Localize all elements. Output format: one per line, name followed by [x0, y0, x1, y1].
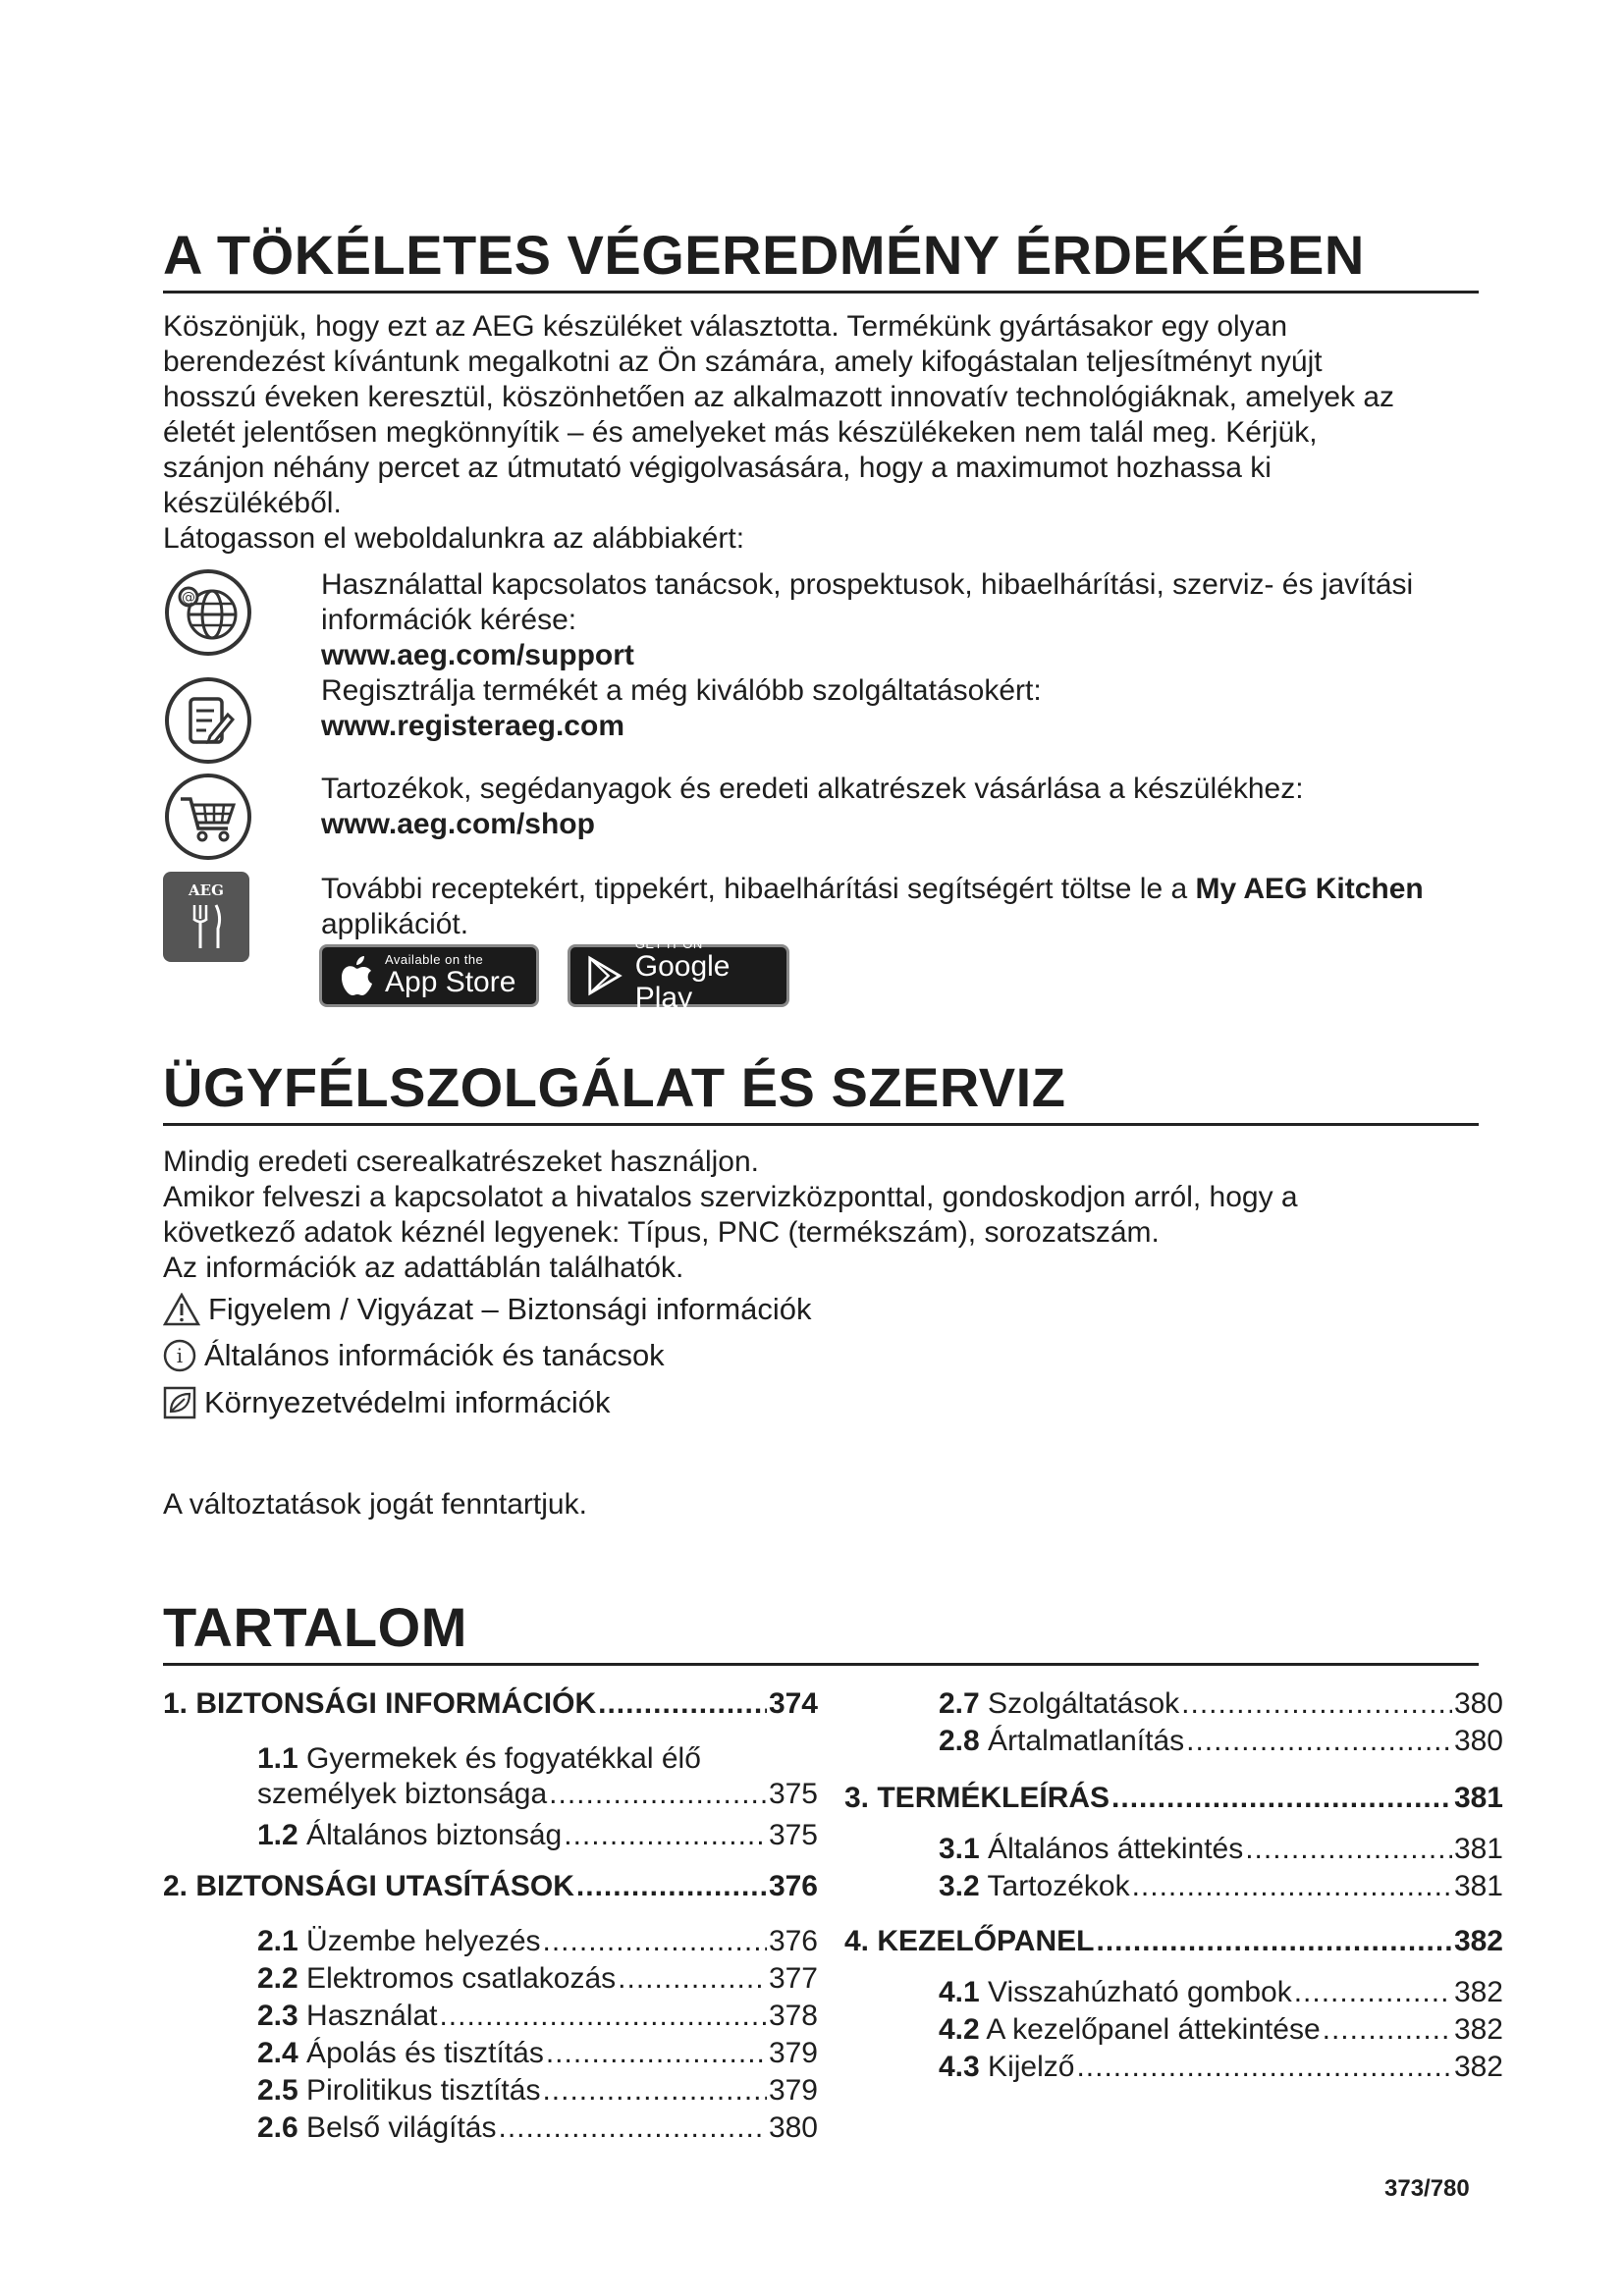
toc-entry[interactable]	[844, 1781, 1503, 1816]
toc-entry[interactable]	[163, 1869, 818, 1904]
shop-text: Tartozékok, segédanyagok és eredeti alkatrészek vásárlása a készülékhez:	[321, 773, 1304, 805]
toc-entry[interactable]	[163, 1686, 818, 1722]
warning-triangle-icon	[163, 1293, 200, 1326]
toc-label: Üzembe helyezés	[298, 1925, 541, 1957]
leaf-icon	[163, 1386, 196, 1419]
toc-leader	[546, 2036, 767, 2071]
reserve-rights: A változtatások jogát fenntartjuk.	[163, 1488, 587, 1521]
toc-page: 382	[1453, 1925, 1503, 1957]
toc-page: 375	[768, 1819, 818, 1851]
toc-entry[interactable]	[939, 2012, 1503, 2048]
toc-label: Ápolás és tisztítás	[298, 2037, 544, 2069]
toc-entry[interactable]	[939, 2050, 1503, 2085]
toc-label: Belső világítás	[298, 2111, 497, 2144]
toc-page: 382	[1453, 2051, 1503, 2083]
shop-url-link[interactable]: www.aeg.com/shop	[321, 808, 595, 840]
toc-leader	[1323, 2012, 1452, 2048]
service-line: Amikor felveszi a kapcsolatot a hivatalos szervizközponttal, gondoskodjon arról, hogy a	[163, 1181, 1298, 1213]
service-line: Mindig eredeti cserealkatrészeket használjon.	[163, 1146, 759, 1178]
toc-leader	[549, 1777, 767, 1812]
toc-page: 381	[1453, 1782, 1503, 1814]
info-note	[163, 1337, 665, 1374]
toc-page: 376	[768, 1870, 818, 1902]
info-icon	[163, 1339, 196, 1372]
toc-entry[interactable]	[257, 1924, 818, 1959]
toc-num: 2.7	[939, 1687, 980, 1720]
section-title-customer-service: ÜGYFÉLSZOLGÁLAT ÉS SZERVIZ	[163, 1056, 1066, 1118]
toc-num: 3.2	[939, 1870, 980, 1902]
toc-leader	[1111, 1781, 1452, 1816]
toc-page: 377	[768, 1962, 818, 1995]
intro-line: készülékéből.	[163, 487, 342, 519]
toc-entry[interactable]	[844, 1924, 1503, 1959]
toc-leader	[564, 1818, 767, 1853]
toc-entry[interactable]	[257, 2110, 818, 2146]
app-text	[321, 872, 1480, 907]
toc-leader	[1132, 1869, 1452, 1904]
toc-page: 381	[1453, 1870, 1503, 1902]
intro-line: szánjon néhány percet az útmutató végigolvasására, hogy a maximumot hozhassa ki	[163, 452, 1272, 484]
toc-leader	[1076, 2050, 1452, 2085]
toc-entry[interactable]	[257, 1818, 818, 1853]
app-name: My AEG Kitchen	[1195, 873, 1424, 905]
svg-text:@: @	[182, 590, 195, 606]
title-rule	[163, 1123, 1479, 1126]
toc-num: 1.2	[257, 1819, 298, 1851]
toc-page: 379	[768, 2074, 818, 2107]
section-title-perfect-result: A TÖKÉLETES VÉGEREDMÉNY ÉRDEKÉBEN	[163, 224, 1365, 286]
toc-label: 2. BIZTONSÁGI UTASÍTÁSOK	[163, 1870, 574, 1902]
toc-entry[interactable]	[939, 1869, 1503, 1904]
toc-page: 382	[1453, 1976, 1503, 2008]
environment-note	[163, 1384, 611, 1421]
google-play-big-text: Google Play	[634, 950, 731, 1014]
app-text-prefix: További receptekért, tippekért, hibaelhárítási segítségért töltse le a	[321, 873, 1196, 905]
svg-text:i: i	[176, 1344, 184, 1367]
support-url-link[interactable]: www.aeg.com/support	[321, 639, 634, 671]
toc-title: TARTALOM	[163, 1596, 467, 1658]
toc-leader	[543, 1924, 767, 1959]
toc-num: 2.5	[257, 2074, 298, 2107]
service-line: következő adatok kéznél legyenek: Típus, PNC (termékszám), sorozatszám.	[163, 1216, 1160, 1249]
toc-label: Visszahúzható gombok	[979, 1976, 1292, 2008]
support-text-1: Használattal kapcsolatos tanácsok, prospektusok, hibaelhárítási, szerviz- és javítási	[321, 568, 1414, 601]
toc-leader	[576, 1869, 767, 1904]
info-text: Általános információk és tanácsok	[204, 1338, 665, 1372]
intro-line: hosszú éveken keresztül, köszönhetően az alkalmazott innovatív technológiáknak, amelyek az	[163, 381, 1395, 413]
fork-knife-icon	[189, 903, 224, 950]
title-rule	[163, 291, 1479, 294]
toc-num: 4.2	[939, 2013, 980, 2046]
toc-num: 2.3	[257, 2000, 298, 2032]
toc-label: Használat	[298, 2000, 438, 2032]
toc-page: 382	[1453, 2013, 1503, 2046]
toc-page: 380	[1453, 1687, 1503, 1720]
warning-text: Figyelem / Vigyázat – Biztonsági információk	[208, 1292, 812, 1326]
toc-entry[interactable]	[257, 2073, 818, 2109]
toc-entry[interactable]	[257, 1999, 818, 2034]
toc-page: 378	[768, 2000, 818, 2032]
toc-leader	[1186, 1724, 1452, 1759]
toc-leader	[499, 2110, 767, 2146]
toc-label: személyek biztonsága	[257, 1778, 548, 1810]
toc-entry[interactable]	[939, 1724, 1503, 1759]
toc-label: 4. KEZELŐPANEL	[844, 1925, 1095, 1957]
globe-icon	[163, 567, 253, 658]
toc-leader	[618, 1961, 767, 1997]
register-url-link[interactable]: www.registeraeg.com	[321, 710, 624, 742]
intro-line: berendezést kívántunk megalkotni az Ön számára, amely kifogástalan teljesítményt nyújt	[163, 346, 1323, 378]
aeg-kitchen-app-icon	[163, 872, 249, 962]
toc-label: Tartozékok	[979, 1870, 1130, 1902]
toc-num: 3.1	[939, 1833, 980, 1865]
toc-label: Elektromos csatlakozás	[298, 1962, 617, 1995]
toc-page: 374	[768, 1687, 818, 1720]
toc-label: Gyermekek és fogyatékkal élő	[298, 1742, 701, 1775]
aeg-badge-label: AEG	[189, 881, 224, 899]
toc-label: Kijelző	[979, 2051, 1075, 2083]
apple-icon	[336, 954, 375, 997]
toc-entry[interactable]	[257, 1777, 818, 1812]
title-rule	[163, 1663, 1479, 1666]
toc-leader	[542, 2073, 766, 2109]
service-line: Az információk az adattáblán találhatók.	[163, 1252, 684, 1284]
google-play-small-text: GET IT ON	[634, 936, 703, 951]
toc-label: Általános áttekintés	[979, 1833, 1244, 1865]
toc-page: 380	[1453, 1725, 1503, 1757]
toc-entry[interactable]	[257, 1961, 818, 1997]
toc-num: 2.8	[939, 1725, 980, 1757]
toc-label: 1. BIZTONSÁGI INFORMÁCIÓK	[163, 1687, 597, 1720]
register-text: Regisztrálja termékét a még kiválóbb szolgáltatásokért:	[321, 674, 1042, 707]
toc-label: A kezelőpanel áttekintése	[979, 2013, 1321, 2046]
toc-num: 2.1	[257, 1925, 298, 1957]
toc-entry[interactable]	[257, 1741, 818, 1777]
toc-leader	[598, 1686, 767, 1722]
intro-line: életét jelentősen megkönnyítik – és amelyeket más készülékeken nem talál meg. Kérjük,	[163, 416, 1318, 449]
toc-num: 2.4	[257, 2037, 298, 2069]
toc-num: 1.1	[257, 1742, 298, 1775]
toc-num: 4.1	[939, 1976, 980, 2008]
toc-page: 381	[1453, 1833, 1503, 1865]
toc-leader	[1096, 1924, 1451, 1959]
app-store-button[interactable]	[319, 944, 539, 1007]
toc-page: 375	[768, 1778, 818, 1810]
toc-label: Szolgáltatások	[979, 1687, 1180, 1720]
toc-leader	[439, 1999, 766, 2034]
toc-leader	[1294, 1975, 1452, 2010]
app-text-suffix: applikációt.	[321, 908, 469, 940]
environment-text: Környezetvédelmi információk	[204, 1385, 611, 1419]
toc-num: 2.2	[257, 1962, 298, 1995]
toc-num: 2.6	[257, 2111, 298, 2144]
toc-label: Ártalmatlanítás	[979, 1725, 1185, 1757]
toc-page: 379	[768, 2037, 818, 2069]
toc-num: 4.3	[939, 2051, 980, 2083]
toc-entry[interactable]	[939, 1686, 1503, 1722]
intro-line: Köszönjük, hogy ezt az AEG készüléket választotta. Termékünk gyártásakor egy olyan	[163, 310, 1288, 343]
registration-form-icon	[163, 675, 253, 766]
toc-entry[interactable]	[257, 2036, 818, 2071]
toc-entry[interactable]	[939, 1975, 1503, 2010]
visit-line: Látogasson el weboldalunkra az alábbiakért:	[163, 522, 745, 555]
toc-page: 380	[768, 2111, 818, 2144]
toc-label: Általános biztonság	[298, 1819, 563, 1851]
toc-leader	[1245, 1832, 1452, 1867]
app-store-small-text: Available on the	[385, 952, 484, 967]
toc-entry[interactable]	[939, 1832, 1503, 1867]
warning-note	[163, 1291, 812, 1328]
toc-label: 3. TERMÉKLEÍRÁS	[844, 1782, 1110, 1814]
toc-leader	[1181, 1686, 1452, 1722]
toc-page: 376	[768, 1925, 818, 1957]
google-play-icon	[586, 954, 623, 997]
shopping-cart-icon	[163, 772, 253, 862]
support-text-2: információk kérése:	[321, 604, 577, 636]
toc-label: Pirolitikus tisztítás	[298, 2074, 541, 2107]
page-number: 373/780	[1384, 2175, 1470, 2202]
google-play-button[interactable]	[568, 936, 789, 1014]
app-store-big-text: App Store	[385, 966, 516, 998]
